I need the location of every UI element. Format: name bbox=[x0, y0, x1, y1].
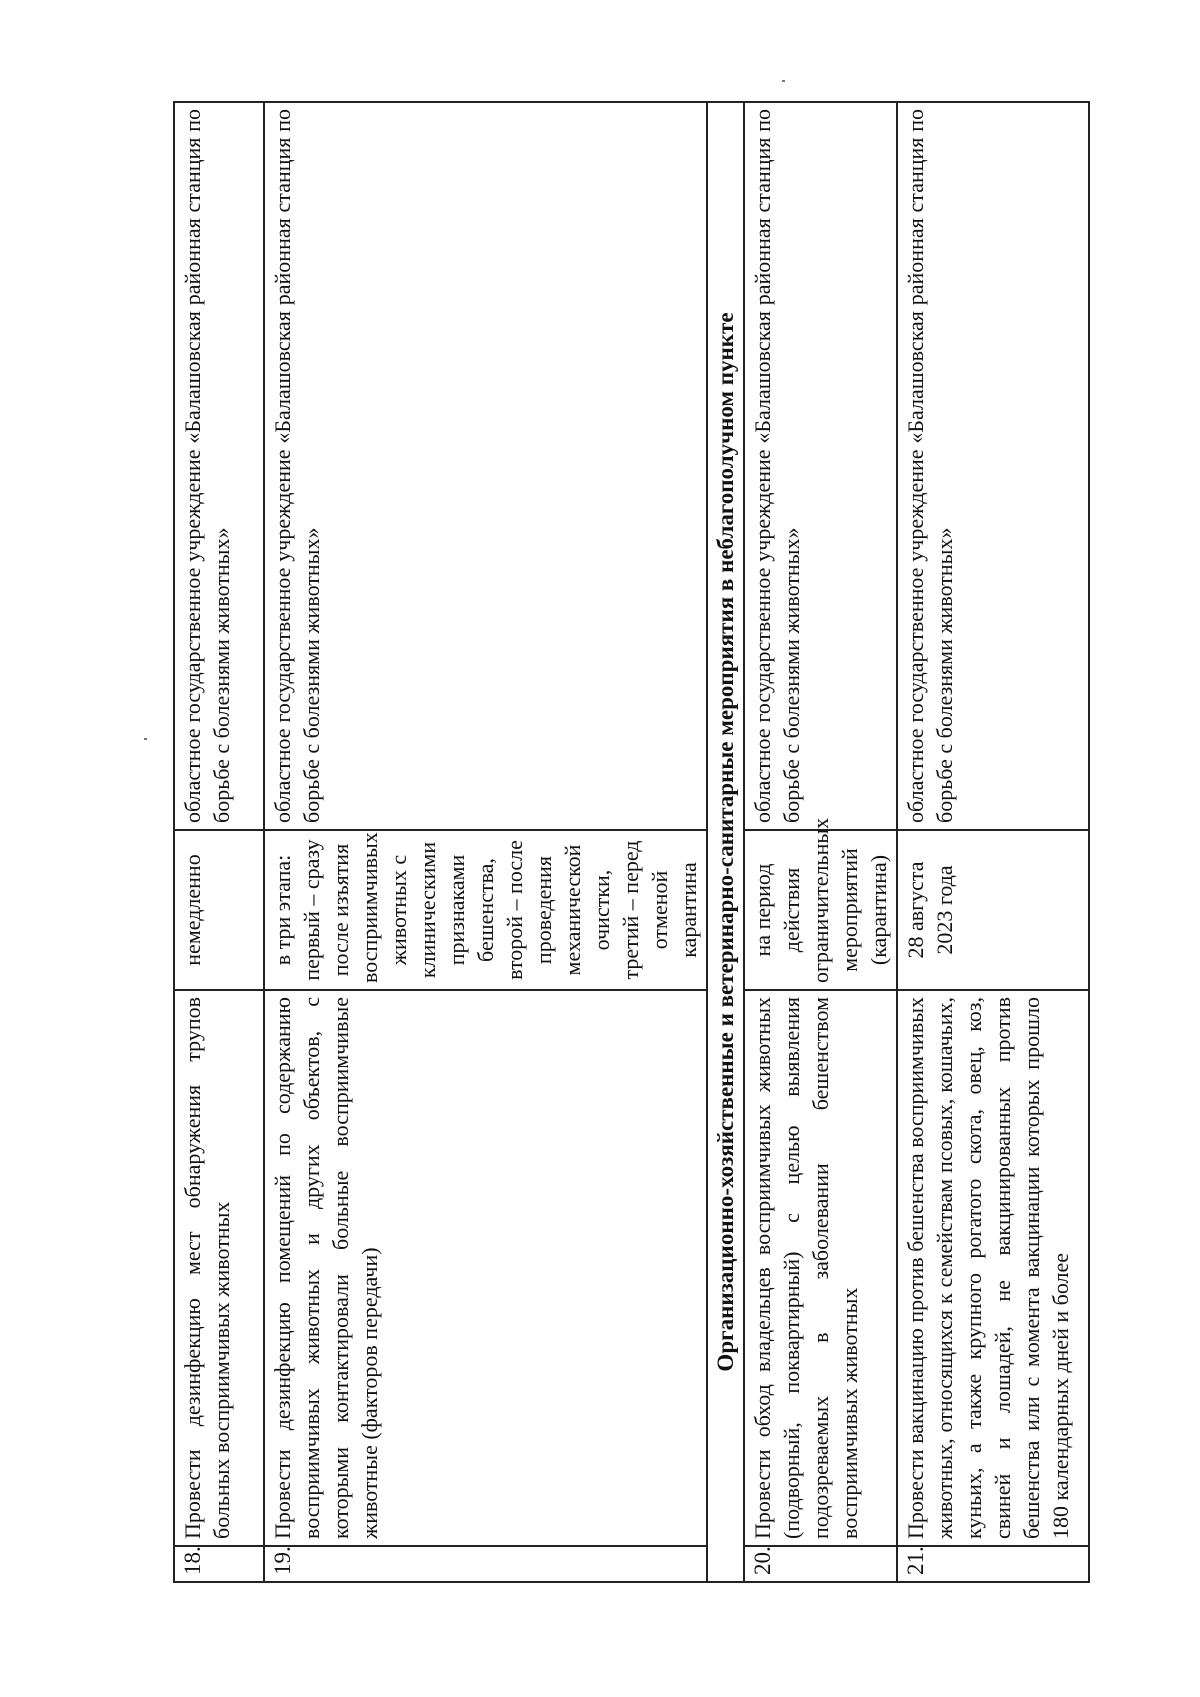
executor-cell: областное государственное учреждение «Балашовская районная станция по борьбе с болезнями животных» bbox=[174, 102, 264, 830]
action-cell: Провести вакцинацию против бешенства восприимчивых животных, относящихся к семействам псовых, кошачьих, куньих, а также крупного рогатого скота, овец, коз, свиней и лошадей, не вакцинированных против бешенства или с момента вакцинации которых прошло 180 календарных дней и более bbox=[897, 990, 1089, 1546]
table-row bbox=[264, 102, 707, 1582]
scan-speck bbox=[144, 738, 147, 740]
term-cell: на период действия ограничительных мероприятий (карантина) bbox=[744, 830, 897, 990]
section-title: Организационно-хозяйственные и ветеринарно-санитарные мероприятия в неблагополучном пункте bbox=[707, 102, 744, 1582]
term-cell: немедленно bbox=[174, 830, 264, 990]
executor-cell: областное государственное учреждение «Балашовская районная станция по борьбе с болезнями животных» bbox=[264, 102, 707, 830]
action-cell: Провести обход владельцев восприимчивых животных (подворный, поквартирный) с целью выявления подозреваемых в заболевании бешенством восприимчивых животных bbox=[744, 990, 897, 1546]
row-number: 20. bbox=[744, 1546, 897, 1582]
action-cell: Провести дезинфекцию мест обнаружения трупов больных восприимчивых животных bbox=[174, 990, 264, 1546]
row-number: 19. bbox=[264, 1546, 707, 1582]
term-cell: в три этапа: первый – сразу после изъятия восприимчивых животных с клиническими признаками бешенства, второй – после проведения механической очистки, третий – перед отменой карантина bbox=[264, 830, 707, 990]
executor-cell: областное государственное учреждение «Балашовская районная станция по борьбе с болезнями животных» bbox=[744, 102, 897, 830]
table-row bbox=[174, 102, 264, 1582]
scan-speck bbox=[782, 80, 785, 82]
measures-table bbox=[173, 101, 1090, 1583]
section-header-row bbox=[707, 102, 744, 1582]
executor-cell: областное государственное учреждение «Балашовская районная станция по борьбе с болезнями животных» bbox=[897, 102, 1089, 830]
term-cell: 28 августа 2023 года bbox=[897, 830, 1089, 990]
action-cell: Провести дезинфекцию помещений по содержанию восприимчивых животных и других объектов, с которыми контактировали больные восприимчивые животные (факторов передачи) bbox=[264, 990, 707, 1546]
row-number: 21. bbox=[897, 1546, 1089, 1582]
rotated-table-container bbox=[173, 103, 1073, 1583]
table-row bbox=[897, 102, 1089, 1582]
table-row bbox=[744, 102, 897, 1582]
row-number: 18. bbox=[174, 1546, 264, 1582]
